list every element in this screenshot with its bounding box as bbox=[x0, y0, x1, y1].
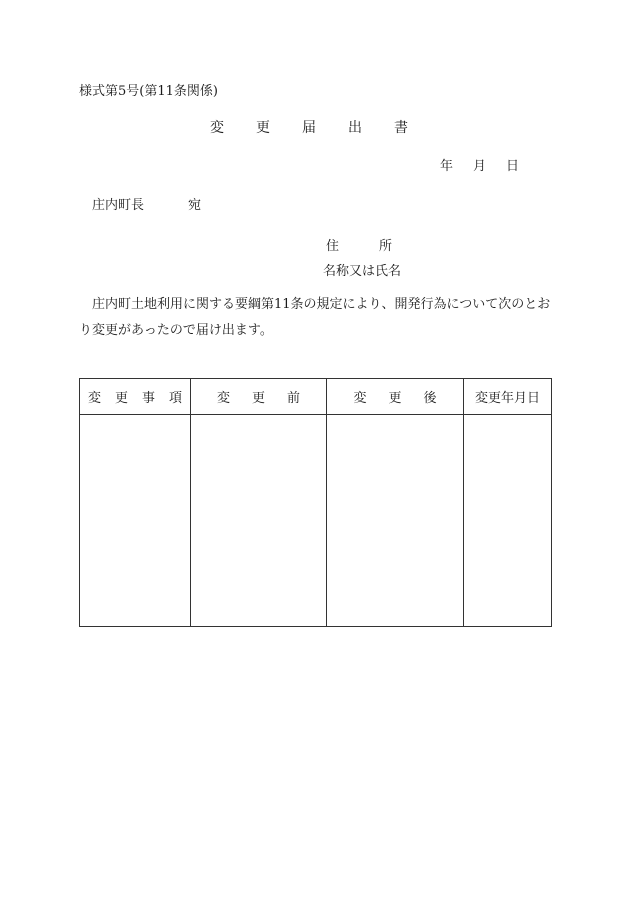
body-paragraph bbox=[79, 292, 559, 344]
changes-table bbox=[79, 378, 552, 627]
changes-table-header-row bbox=[80, 379, 552, 415]
before-change-cell[interactable] bbox=[191, 415, 327, 627]
table-row bbox=[80, 415, 552, 627]
addressee-line bbox=[92, 194, 201, 213]
header-change-item: 変更事項 bbox=[80, 379, 191, 415]
after-change-cell[interactable] bbox=[327, 415, 464, 627]
change-date-cell[interactable] bbox=[464, 415, 552, 627]
address-label-text: 住所 bbox=[326, 239, 433, 254]
applicant-name-label: 名称又は氏名 bbox=[323, 264, 402, 279]
header-before-change: 変更前 bbox=[191, 379, 327, 415]
header-change-date: 変更年月日 bbox=[464, 379, 552, 415]
document-title bbox=[0, 117, 630, 137]
change-item-cell[interactable] bbox=[80, 415, 191, 627]
applicant-address-label bbox=[326, 235, 432, 254]
document-title-text: 変更届出書 bbox=[210, 120, 440, 136]
date-day-label: 日 bbox=[506, 159, 520, 174]
addressee-suffix: 宛 bbox=[188, 198, 202, 213]
date-line bbox=[440, 155, 519, 174]
body-paragraph-text: 庄内町土地利用に関する要綱第11条の規定により、開発行為について次のとおり変更があったので届け出ます。 bbox=[79, 297, 551, 338]
date-year-label: 年 bbox=[440, 159, 454, 174]
header-after-change: 変更後 bbox=[327, 379, 464, 415]
addressee-name: 庄内町長 bbox=[92, 198, 145, 213]
date-month-label: 月 bbox=[473, 159, 487, 174]
form-number: 様式第5号(第11条関係) bbox=[79, 84, 218, 99]
